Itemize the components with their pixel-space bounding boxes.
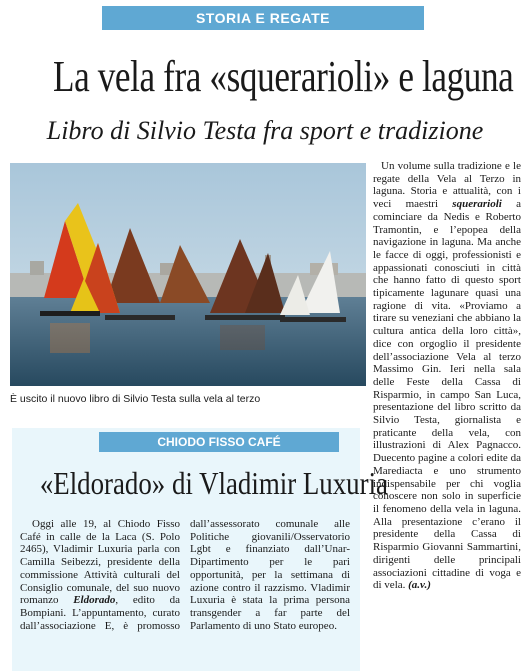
article-photo — [10, 163, 366, 386]
box-section-label: CHIODO FISSO CAFÉ — [99, 432, 339, 452]
article-subheadline: Libro di Silvio Testa fra sport e tradizione — [46, 116, 484, 145]
article-signature: (a.v.) — [408, 579, 431, 592]
article-headline: La vela fra «squerarioli» e laguna — [53, 52, 514, 101]
article-text: Un volume sulla tradizione e le regate della Vela al Terzo in laguna. Storia e attualità, con i veci maestri — [373, 160, 521, 211]
article-body — [373, 160, 521, 592]
box-text: Oggi alle 19, al Chiodo Fisso Café in calle de la Laca (S. Polo 2465), Vladimir Luxuria parla con Camilla Seibezzi, presidente della commissione Attività culturali del Consiglio comunale, del suo nuovo romanzo — [20, 518, 180, 607]
box-emphasis: Eldorado — [73, 594, 116, 607]
box-text-cont: , edito da Bompiani. L’appuntamento, curato dall’associazione E, è promosso dall’assessorato comunale alle Politiche giovanili/Osservatorio Lgbt e finanziato dall’Unar-Dipartimento per le pari opportunità, per la settimana di azione contro il razzismo. Vladimir Luxuria è stata la prima persona transgender a far parte del Parlamento di uno Stato europeo. — [20, 518, 350, 632]
photo-caption: È uscito il nuovo libro di Silvio Testa sulla vela al terzo — [10, 393, 261, 405]
box-paragraph — [20, 518, 350, 632]
article-paragraph — [373, 160, 521, 592]
box-body — [20, 518, 350, 668]
box-headline: «Eldorado» di Vladimir Luxuria — [39, 465, 388, 501]
article-text-cont: a cominciare da Nedis e Roberto Tramontin, e l’epopea della navigazione in laguna. Ma anche le facce di oggi, professionisti e appassionati conosciuti in città che hanno fatto di questo sport tipicamente lagunare quasi una ragione di vita. «Proviamo a tirare su veneziani che abbiano la cultura antica della loro città», dice con orgoglio il presidente dell’associazione Vela al terzo Massimo Gin. Ieri nella sala delle Feste della Cassa di Risparmio, in campo San Luca, presentazione del libro scritto da Silvio Testa, giornalista e praticante della vela, con illustrazioni di Alex Pagnacco. Duecento pagine a colori edite da Marediacta e uno strumento indispensabile per chi voglia conoscere non solo in superficie il fenomeno della vela in laguna. Alla presentazione c’erano il presidente della Cassa di Risparmio Giovanni Sammartini, dirigenti delle principali associazioni cittadine di voga e di vela. — [373, 198, 521, 592]
sailing-boats-image — [10, 163, 366, 386]
article-emphasis: squerarioli — [452, 198, 502, 211]
section-label: STORIA E REGATE — [102, 6, 424, 30]
